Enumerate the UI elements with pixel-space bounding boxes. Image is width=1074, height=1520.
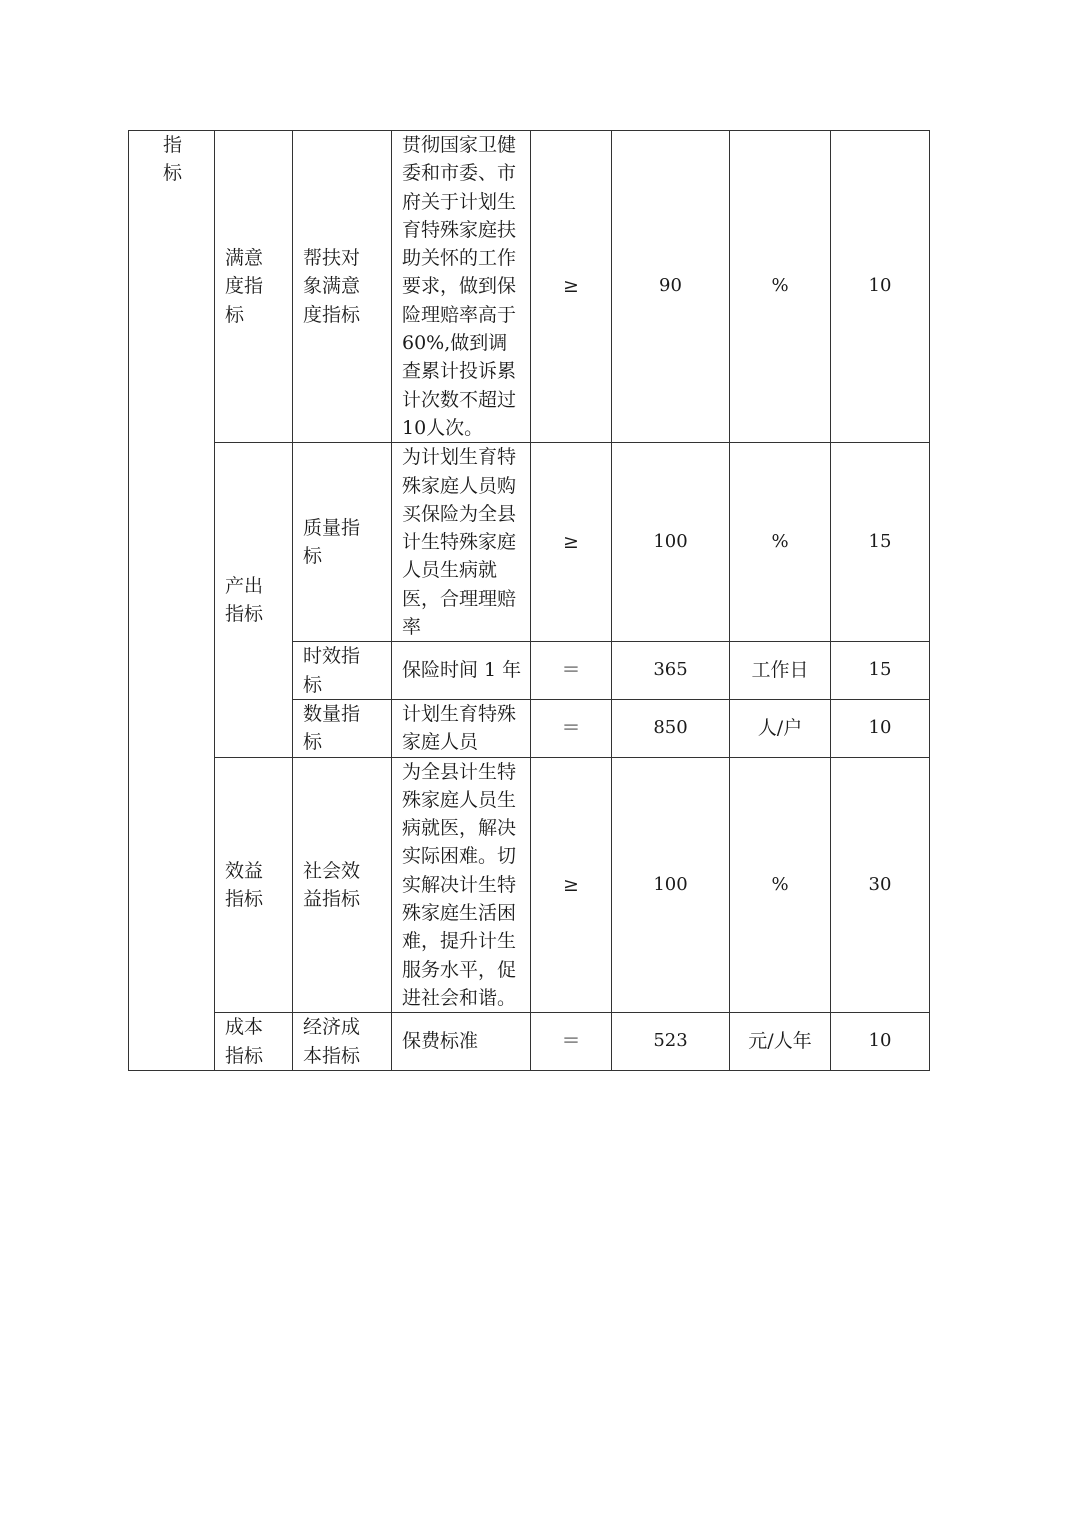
value-cell-cost bbox=[612, 1013, 730, 1071]
target-value: 523 bbox=[653, 1030, 688, 1052]
level1-indicator-label: 指标 bbox=[163, 134, 183, 185]
content-text: 保费标准 bbox=[402, 1030, 479, 1053]
score-value: 15 bbox=[868, 531, 892, 553]
level3-label: 质量指标 bbox=[303, 517, 361, 568]
value-cell-quality bbox=[612, 443, 730, 642]
value-cell-timeliness bbox=[612, 642, 730, 700]
score-value: 10 bbox=[868, 717, 892, 739]
content-cell-timeliness bbox=[392, 642, 531, 700]
operator-symbol: ≥ bbox=[563, 531, 579, 554]
score-cell-timeliness bbox=[831, 642, 930, 700]
target-value: 90 bbox=[659, 275, 682, 297]
content-cell-quality bbox=[392, 443, 531, 642]
content-text: 为计划生育特殊家庭人员购买保险为全县计生特殊家庭人员生病就医，合理理赔率 bbox=[402, 446, 517, 639]
value-cell-satisfaction bbox=[612, 131, 730, 443]
score-value: 10 bbox=[868, 275, 892, 297]
level1-indicator-cell bbox=[129, 131, 215, 1071]
unit-text: % bbox=[771, 873, 789, 895]
target-value: 100 bbox=[653, 531, 688, 553]
content-cell-satisfaction bbox=[392, 131, 531, 443]
table-row-cost bbox=[129, 1013, 930, 1071]
level3-label: 社会效益指标 bbox=[303, 859, 361, 910]
unit-cell-quality bbox=[730, 443, 831, 642]
level3-cell-benefit bbox=[293, 757, 392, 1013]
score-cell-quantity bbox=[831, 699, 930, 757]
value-cell-quantity bbox=[612, 699, 730, 757]
level3-cell-quality bbox=[293, 443, 392, 642]
level3-label: 经济成本指标 bbox=[303, 1016, 361, 1067]
score-value: 30 bbox=[868, 873, 892, 895]
level3-label: 数量指标 bbox=[303, 702, 361, 754]
operator-symbol: ＝ bbox=[561, 717, 581, 740]
level2-cell-output bbox=[215, 443, 293, 757]
content-text: 计划生育特殊家庭人员 bbox=[402, 702, 517, 754]
content-text: 为全县计生特殊家庭人员生病就医，解决实际困难。切实解决计生特殊家庭生活困难，提升计生服务水平，促进社会和谐。 bbox=[402, 760, 517, 1009]
operator-symbol: ≥ bbox=[563, 275, 579, 298]
content-cell-cost bbox=[392, 1013, 531, 1071]
unit-text: % bbox=[771, 275, 789, 297]
unit-text: % bbox=[771, 531, 789, 553]
level3-cell-quantity bbox=[293, 699, 392, 757]
level2-label: 产出指标 bbox=[225, 574, 264, 625]
score-value: 10 bbox=[868, 1030, 892, 1052]
table-row-satisfaction bbox=[129, 131, 930, 443]
operator-symbol: ＝ bbox=[561, 1030, 581, 1053]
score-cell-cost bbox=[831, 1013, 930, 1071]
table-row-quality bbox=[129, 443, 930, 642]
operator-cell-quantity bbox=[531, 699, 612, 757]
operator-cell-satisfaction bbox=[531, 131, 612, 443]
content-cell-quantity bbox=[392, 699, 531, 757]
operator-cell-quality bbox=[531, 443, 612, 642]
score-cell-benefit bbox=[831, 757, 930, 1013]
level2-label: 满意度指标 bbox=[225, 247, 264, 326]
unit-text: 工作日 bbox=[751, 659, 809, 682]
level3-cell-timeliness bbox=[293, 642, 392, 700]
operator-cell-cost bbox=[531, 1013, 612, 1071]
unit-text: 元/人年 bbox=[748, 1030, 812, 1053]
target-value: 365 bbox=[653, 659, 688, 681]
level2-label: 成本指标 bbox=[225, 1016, 264, 1067]
unit-cell-quantity bbox=[730, 699, 831, 757]
score-value: 15 bbox=[868, 659, 892, 681]
content-text: 贯彻国家卫健委和市委、市府关于计划生育特殊家庭扶助关怀的工作要求，做到保险理赔率高于60%,做到调查累计投诉累计次数不超过10人次。 bbox=[402, 134, 517, 439]
level3-cell-satisfaction bbox=[293, 131, 392, 443]
table-row-benefit bbox=[129, 757, 930, 1013]
level2-label: 效益指标 bbox=[225, 859, 264, 910]
unit-cell-cost bbox=[730, 1013, 831, 1071]
operator-cell-timeliness bbox=[531, 642, 612, 700]
unit-cell-satisfaction bbox=[730, 131, 831, 443]
operator-symbol: ≥ bbox=[563, 873, 579, 896]
performance-indicator-table bbox=[128, 130, 930, 1071]
content-cell-benefit bbox=[392, 757, 531, 1013]
level3-label: 帮扶对象满意度指标 bbox=[303, 247, 361, 326]
level2-cell-benefit bbox=[215, 757, 293, 1013]
score-cell-quality bbox=[831, 443, 930, 642]
value-cell-benefit bbox=[612, 757, 730, 1013]
level2-cell-satisfaction bbox=[215, 131, 293, 443]
level3-label: 时效指标 bbox=[303, 645, 361, 696]
unit-cell-benefit bbox=[730, 757, 831, 1013]
unit-cell-timeliness bbox=[730, 642, 831, 700]
content-text: 保险时间 1 年 bbox=[402, 659, 522, 682]
operator-symbol: ＝ bbox=[561, 659, 581, 682]
score-cell-satisfaction bbox=[831, 131, 930, 443]
operator-cell-benefit bbox=[531, 757, 612, 1013]
unit-text: 人/户 bbox=[757, 717, 803, 740]
level2-cell-cost bbox=[215, 1013, 293, 1071]
target-value: 850 bbox=[653, 717, 688, 739]
target-value: 100 bbox=[653, 873, 688, 895]
level3-cell-cost bbox=[293, 1013, 392, 1071]
